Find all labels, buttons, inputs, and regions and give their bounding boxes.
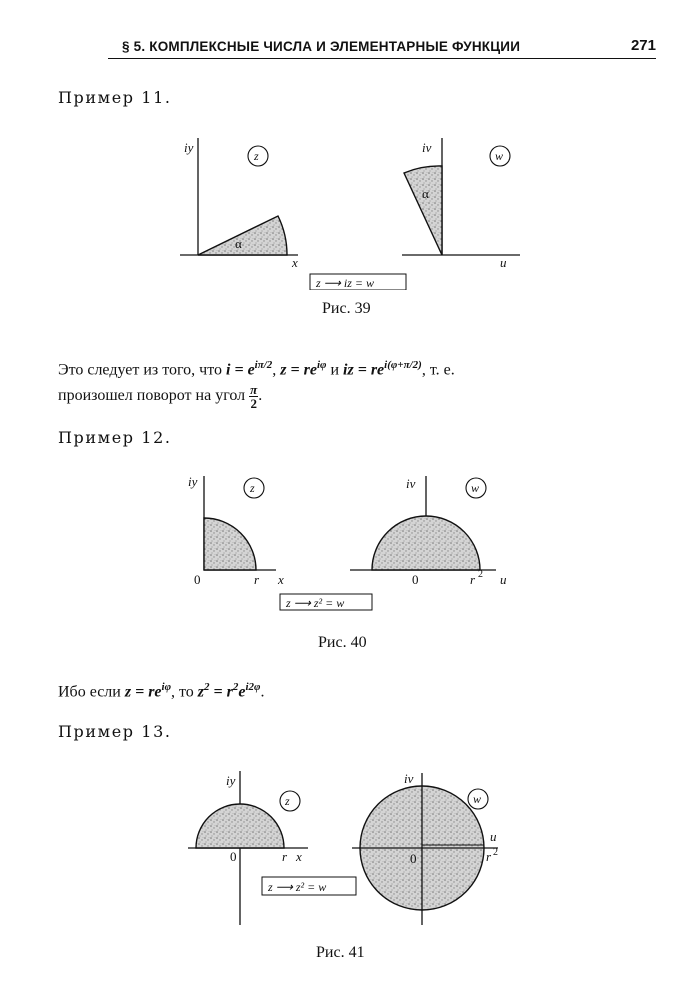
w-axis-x-label: u <box>500 255 507 270</box>
z-axis-y-label: iy <box>188 474 198 489</box>
w-r-label: r <box>470 572 476 587</box>
w-axis-y-label: iv <box>422 140 432 155</box>
section-title: § 5. КОМПЛЕКСНЫЕ ЧИСЛА И ЭЛЕМЕНТАРНЫЕ ФУНКЦИИ <box>122 39 521 54</box>
w-plane-label: w <box>473 792 482 806</box>
z-plane-label: z <box>285 794 290 808</box>
page-number: 271 <box>630 37 656 54</box>
example-12-text: Ибо если $z = re^{i\varphi}$, то $z^2 = r^2e^{i2\varphi}$. <box>58 681 265 701</box>
fraction-pi-over-2: $\frac{\pi}{2}$ <box>250 382 258 412</box>
mapping-label: z ⟶ iz = w <box>316 276 374 290</box>
w-axis-y-label: iv <box>406 476 416 491</box>
example-11-line-2: произошел поворот на угол $\frac{\pi}{2}$ . <box>58 382 263 412</box>
z-plane-marker <box>280 791 300 811</box>
w-plane-label: w <box>471 481 480 495</box>
w-axis-x-label: u <box>490 829 497 844</box>
example-11-line-1: Это следует из того, что $i = e^{i\pi/2}$, $z = re^{i\varphi}$ и iz = $re^{i(\varphi+\pi/2)}$, т. е. <box>58 359 455 379</box>
figure-40 <box>180 470 530 620</box>
figure-41-caption: Рис. 41 <box>316 944 365 961</box>
figure-41 <box>180 765 510 930</box>
figure-40-caption: Рис. 40 <box>318 634 367 651</box>
example-12-heading: Пример 12. <box>58 428 172 447</box>
w-r-exponent: 2 <box>478 569 483 580</box>
w-axis-y-label: iv <box>404 771 414 786</box>
z-axis-x-label: x <box>292 255 298 270</box>
figure-39-caption: Рис. 39 <box>322 300 371 317</box>
z-half-disk <box>196 804 284 848</box>
running-header <box>108 36 656 59</box>
example-11-heading: Пример 11. <box>58 88 172 107</box>
w-plane-label: w <box>495 149 504 163</box>
w-origin-label: 0 <box>412 572 419 587</box>
z-axis-x-label: x <box>296 849 302 864</box>
w-origin-label: 0 <box>410 851 417 866</box>
z-sector <box>198 216 287 255</box>
z-axis-y-label: iy <box>184 140 194 155</box>
w-r-label: r <box>486 849 492 864</box>
z-r-label: r <box>282 849 288 864</box>
mapping-label: z ⟶ z² = w <box>268 880 327 894</box>
w-half-disk <box>372 516 480 570</box>
z-quarter-disk <box>204 518 256 570</box>
w-angle-label: α <box>422 186 429 201</box>
z-r-label: r <box>254 572 260 587</box>
z-angle-label: α <box>235 236 242 251</box>
figure-39 <box>170 130 540 290</box>
w-r-exponent: 2 <box>493 847 498 858</box>
mapping-label: z ⟶ z² = w <box>286 596 345 610</box>
w-sector <box>404 166 442 255</box>
z-axis-y-label: iy <box>226 773 236 788</box>
z-plane-label: z <box>254 149 259 163</box>
z-origin-label: 0 <box>230 849 237 864</box>
example-11-text <box>58 352 658 410</box>
z-origin-label: 0 <box>194 572 201 587</box>
w-axis-x-label: u <box>500 572 507 587</box>
z-plane-label: z <box>250 481 255 495</box>
z-axis-x-label: x <box>278 572 284 587</box>
example-13-heading: Пример 13. <box>58 722 172 741</box>
